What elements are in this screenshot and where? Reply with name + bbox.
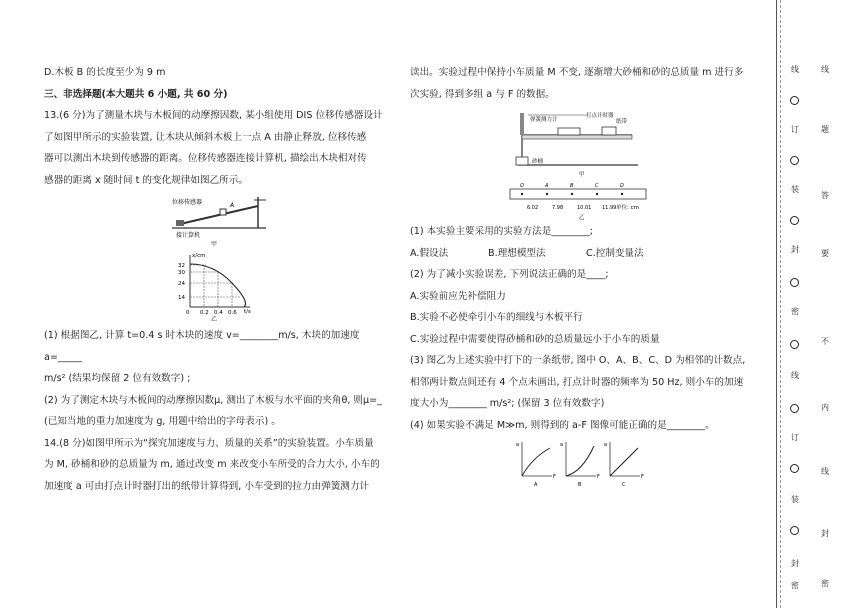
left-column bbox=[44, 62, 394, 497]
tape-unit: 单位: cm bbox=[616, 205, 639, 211]
graph-a-axis-a: a bbox=[516, 442, 520, 448]
gutter-near-char-10: 密 bbox=[791, 581, 799, 590]
gutter-circle-5 bbox=[790, 340, 799, 349]
q13-line-1: 13.(6 分)为了测量木块与木板间的动摩擦因数, 某小组使用 DIS 位移传感器设计 bbox=[44, 110, 383, 121]
tape-point-label-c: C bbox=[595, 183, 599, 189]
q1-option-a: A.假设法 bbox=[410, 247, 449, 259]
gutter-far-char-1: 线 bbox=[821, 65, 829, 74]
spring-label: 弹簧测力计 bbox=[530, 117, 558, 123]
sensor-label: 位移传感器 bbox=[172, 199, 203, 206]
tape-dot-c bbox=[596, 193, 598, 195]
incline-apparatus-diagram bbox=[44, 191, 394, 241]
ytick-32: 32 bbox=[178, 263, 185, 269]
computer-label: 接计算机 bbox=[176, 232, 201, 239]
gutter-circle-8 bbox=[790, 526, 799, 535]
q1-options bbox=[410, 243, 768, 265]
q2: (2) 为了减小实验误差, 下列说法正确的是____; bbox=[410, 269, 609, 280]
graph-c-axis-a: a bbox=[604, 442, 608, 448]
graph-a-axis-f: F bbox=[553, 474, 556, 480]
q1-option-c: C.控制变量法 bbox=[586, 247, 644, 259]
q13-figure-yi bbox=[44, 249, 394, 315]
a-f-graphs-svg bbox=[410, 436, 768, 488]
q2-option-c: C.实验过程中需要使得砂桶和砂的总质量远小于小车的质量 bbox=[410, 333, 660, 345]
q2-option-b: B.实验不必使牵引小车的细线与木板平行 bbox=[410, 312, 583, 323]
q13-line-4: 感器的距离 x 随时间 t 的变化规律如图乙所示。 bbox=[44, 174, 248, 186]
graph-ylabel: x/cm bbox=[192, 253, 206, 259]
q13-line-3: 器可以测出木块到传感器的距离。位移传感器连接计算机, 描绘出木块相对传 bbox=[44, 153, 367, 164]
option-d: D.木板 B 的长度至少为 9 m bbox=[44, 67, 166, 78]
q14-line-3: 加速度 a 可由打点计时器打出的纸带计算得到, 小车受到的拉力由弹簧测力计 bbox=[44, 480, 370, 492]
ytick-24: 24 bbox=[178, 281, 185, 287]
xtick-0: 0 bbox=[186, 310, 190, 315]
q13-part1-line2: m/s² (结果均保留 2 位有效数字) ; bbox=[44, 373, 191, 384]
graph-a bbox=[516, 442, 556, 488]
x-t-graph bbox=[44, 249, 394, 315]
q13-figure-jia bbox=[44, 191, 394, 241]
q2-option-a: A.实验前应先补偿阻力 bbox=[410, 290, 506, 302]
tape-distance-3: 10.01 bbox=[577, 205, 592, 211]
tape-point-label-o: O bbox=[520, 183, 524, 189]
graph-xlabel: t/s bbox=[244, 309, 251, 315]
q14-figure-jia bbox=[410, 105, 768, 179]
gutter-far-char-9: 密 bbox=[821, 579, 829, 588]
xtick-0-6: 0.6 bbox=[228, 310, 237, 315]
graph-b bbox=[560, 442, 600, 488]
gutter-near-char-2: 订 bbox=[791, 125, 799, 134]
right-column bbox=[410, 62, 768, 488]
xtick-0-4: 0.4 bbox=[214, 310, 223, 315]
q4: (4) 如果实验不满足 M≫m, 则得到的 a-F 图像可能正确的是________。 bbox=[410, 419, 715, 431]
cart-apparatus-diagram bbox=[410, 105, 768, 179]
tape-dot-a bbox=[546, 193, 548, 195]
point-a-label: A bbox=[230, 202, 235, 209]
q14-jia-caption: 甲 bbox=[579, 172, 585, 178]
binding-gutter bbox=[785, 0, 860, 608]
gutter-near-char-8: 装 bbox=[791, 495, 799, 504]
gutter-near-char-9: 封 bbox=[791, 559, 799, 568]
graph-a-label: A bbox=[534, 482, 538, 488]
tape-distance-4: 11.99 bbox=[602, 205, 617, 211]
figure-yi-caption: 乙 bbox=[210, 316, 217, 323]
gutter-circle-3 bbox=[790, 216, 799, 225]
gutter-far-char-5: 不 bbox=[821, 337, 829, 346]
tape-point-label-d: D bbox=[620, 183, 624, 189]
gutter-circle-2 bbox=[790, 156, 799, 165]
gutter-far-char-8: 封 bbox=[821, 529, 829, 538]
ytick-30: 30 bbox=[178, 270, 185, 276]
q13-part2-line1: (2) 为了测定木块与木板间的动摩擦因数μ, 测出了木板与水平面的夹角θ, 则μ=_ bbox=[44, 394, 382, 406]
tape-distance-1: 6.02 bbox=[527, 205, 539, 211]
gutter-circle-4 bbox=[790, 278, 799, 287]
tape-dot-b bbox=[571, 193, 573, 195]
gutter-far-char-7: 线 bbox=[821, 467, 829, 476]
binding-dash-line bbox=[780, 0, 782, 608]
graph-b-label: B bbox=[578, 482, 582, 488]
graph-c-label: C bbox=[622, 482, 626, 488]
q1: (1) 本实验主要采用的实验方法是________; bbox=[410, 226, 593, 237]
section-heading: 三、非选择题(本大题共 6 小题, 共 60 分) bbox=[44, 88, 228, 100]
figure-jia-caption: 甲 bbox=[210, 241, 217, 248]
binding-line bbox=[776, 0, 777, 608]
intro-line-1: 读出。实验过程中保持小车质量 M 不变, 逐渐增大砂桶和砂的总质量 m 进行多 bbox=[410, 67, 744, 78]
tape-label: 纸带 bbox=[616, 119, 628, 125]
gutter-near-char-3: 装 bbox=[791, 185, 799, 194]
q14-line-1: 14.(8 分)如图甲所示为“探究加速度与力、质量的关系”的实验装置。小车质量 bbox=[44, 437, 374, 449]
q14-yi-caption: 乙 bbox=[579, 215, 585, 221]
q3-line-1: (3) 图乙为上述实验中打下的一条纸带, 图中 O、A、B、C、D 为相邻的计数点, bbox=[410, 355, 746, 366]
gutter-far-char-4: 要 bbox=[821, 249, 829, 258]
tape-dot-d bbox=[621, 193, 623, 195]
gutter-near-char-6: 线 bbox=[791, 371, 799, 380]
q13-line-2: 了如图甲所示的实验装置, 让木块从倾斜木板上一点 A 由静止释放, 位移传感 bbox=[44, 131, 367, 143]
graph-b-axis-f: F bbox=[597, 474, 600, 480]
tape-dot-o bbox=[521, 193, 523, 195]
q14-line-2: 为 M, 砂桶和砂的总质量为 m, 通过改变 m 来改变小车所受的合力大小, 小车的 bbox=[44, 459, 380, 470]
paper-tape-diagram bbox=[410, 179, 768, 221]
gutter-near-char-7: 订 bbox=[791, 433, 799, 442]
ytick-14: 14 bbox=[178, 295, 185, 301]
gutter-far-char-6: 内 bbox=[821, 403, 829, 412]
tape-distance-2: 7.98 bbox=[552, 205, 564, 211]
q13-part2-line2: (已知当地的重力加速度为 g, 用题中给出的字母表示) 。 bbox=[44, 416, 281, 427]
gutter-far-char-2: 题 bbox=[821, 125, 829, 134]
tape-point-label-a: A bbox=[545, 183, 549, 189]
gutter-near-char-4: 封 bbox=[791, 245, 799, 254]
xtick-0-2: 0.2 bbox=[200, 310, 209, 315]
q3-line-2: 相邻两计数点间还有 4 个点未画出, 打点计时器的频率为 50 Hz, 则小车的加速 bbox=[410, 376, 744, 388]
gutter-circle-6 bbox=[790, 404, 799, 413]
q14-figure-yi bbox=[410, 179, 768, 221]
intro-line-2: 次实验, 得到多组 a 与 F 的数据。 bbox=[410, 88, 555, 100]
timer-label: 打点计时器 bbox=[586, 113, 614, 119]
a-f-graphs bbox=[410, 436, 768, 488]
q13-part1-line1: (1) 根据图乙, 计算 t=0.4 s 时木块的速度 v=________m/s, 木块的加速度 a=_____ bbox=[44, 330, 360, 363]
gutter-circle-7 bbox=[790, 464, 799, 473]
tape-point-label-b: B bbox=[570, 183, 574, 189]
gutter-circle-1 bbox=[790, 96, 799, 105]
graph-c-axis-f: F bbox=[641, 474, 644, 480]
q3-line-3: 度大小为________ m/s²; (保留 3 位有效数字) bbox=[410, 398, 605, 409]
graph-b-axis-a: a bbox=[560, 442, 564, 448]
gutter-near-char-1: 线 bbox=[791, 65, 799, 74]
gutter-near-char-5: 密 bbox=[791, 307, 799, 316]
q1-option-b: B.理想模型法 bbox=[488, 247, 546, 259]
graph-c bbox=[604, 442, 644, 488]
bucket-label: 砂桶 bbox=[532, 159, 544, 165]
gutter-far-char-3: 答 bbox=[821, 191, 829, 200]
